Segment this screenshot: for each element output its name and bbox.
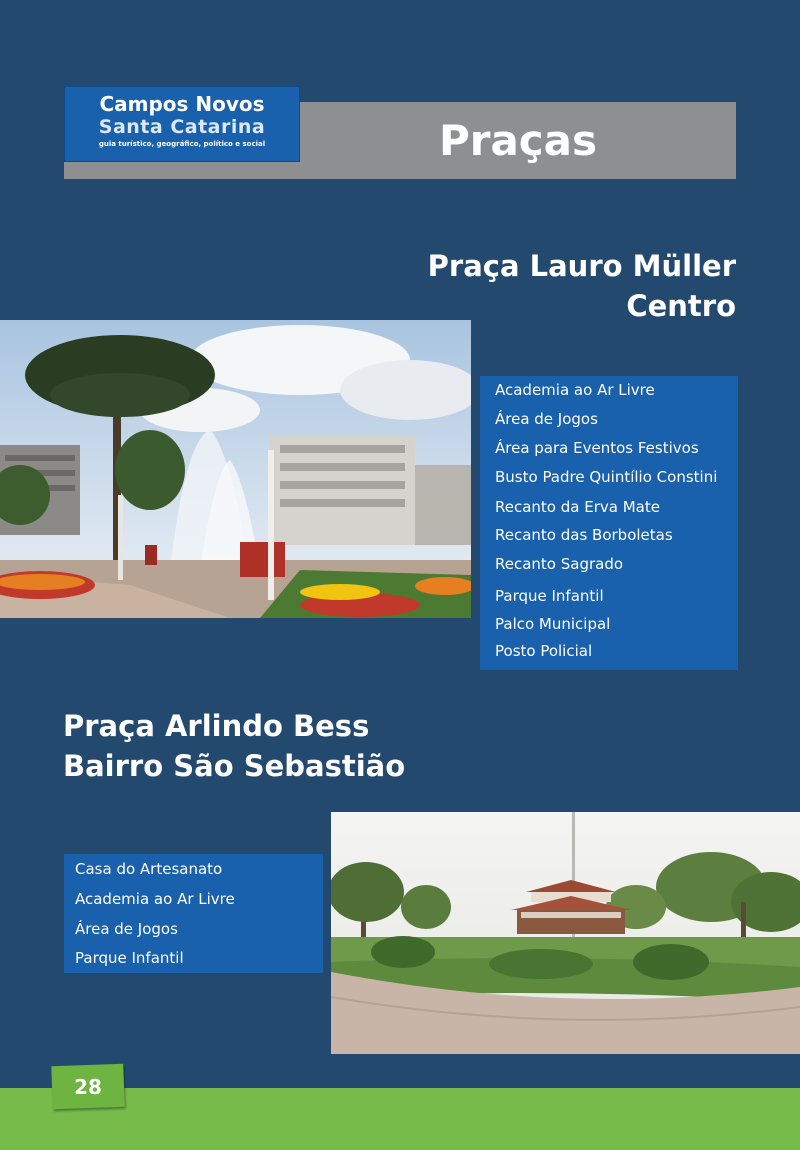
- place1-amenities-list: [480, 376, 738, 670]
- logo-subtitle: Santa Catarina: [98, 116, 266, 138]
- logo-tagline: guia turístico, geográfico, político e social: [98, 140, 266, 148]
- list-item: Parque Infantil: [495, 587, 604, 605]
- page-number: 28: [74, 1075, 102, 1099]
- logo-title: Campos Novos: [99, 92, 265, 116]
- section-title: Praças: [438, 116, 598, 165]
- list-item: Busto Padre Quintílio Constini: [495, 468, 718, 486]
- praca-arlindo-bess-photo: [331, 812, 800, 1054]
- place2-amenities-list: [64, 854, 323, 973]
- list-item: Recanto Sagrado: [495, 555, 624, 573]
- list-item: Academia ao Ar Livre: [495, 381, 655, 399]
- place1-title: [428, 246, 736, 326]
- list-item: Casa do Artesanato: [75, 860, 223, 878]
- list-item: Academia ao Ar Livre: [75, 890, 235, 908]
- place2-district: Bairro São Sebastião: [63, 749, 406, 783]
- place1-name: Praça Lauro Müller: [427, 249, 736, 283]
- list-item: Área para Eventos Festivos: [495, 439, 699, 457]
- place2-title: [63, 706, 405, 786]
- place2-name: Praça Arlindo Bess: [63, 709, 370, 743]
- praca-lauro-muller-photo: [0, 320, 471, 618]
- list-item: Área de Jogos: [75, 920, 178, 938]
- place1-district: Centro: [626, 289, 736, 323]
- list-item: Recanto das Borboletas: [495, 526, 673, 544]
- list-item: Área de Jogos: [495, 410, 598, 428]
- list-item: Palco Municipal: [495, 615, 611, 633]
- list-item: Parque Infantil: [75, 949, 184, 967]
- list-item: Posto Policial: [495, 642, 593, 660]
- list-item: Recanto da Erva Mate: [495, 498, 660, 516]
- guide-logo: [64, 86, 300, 162]
